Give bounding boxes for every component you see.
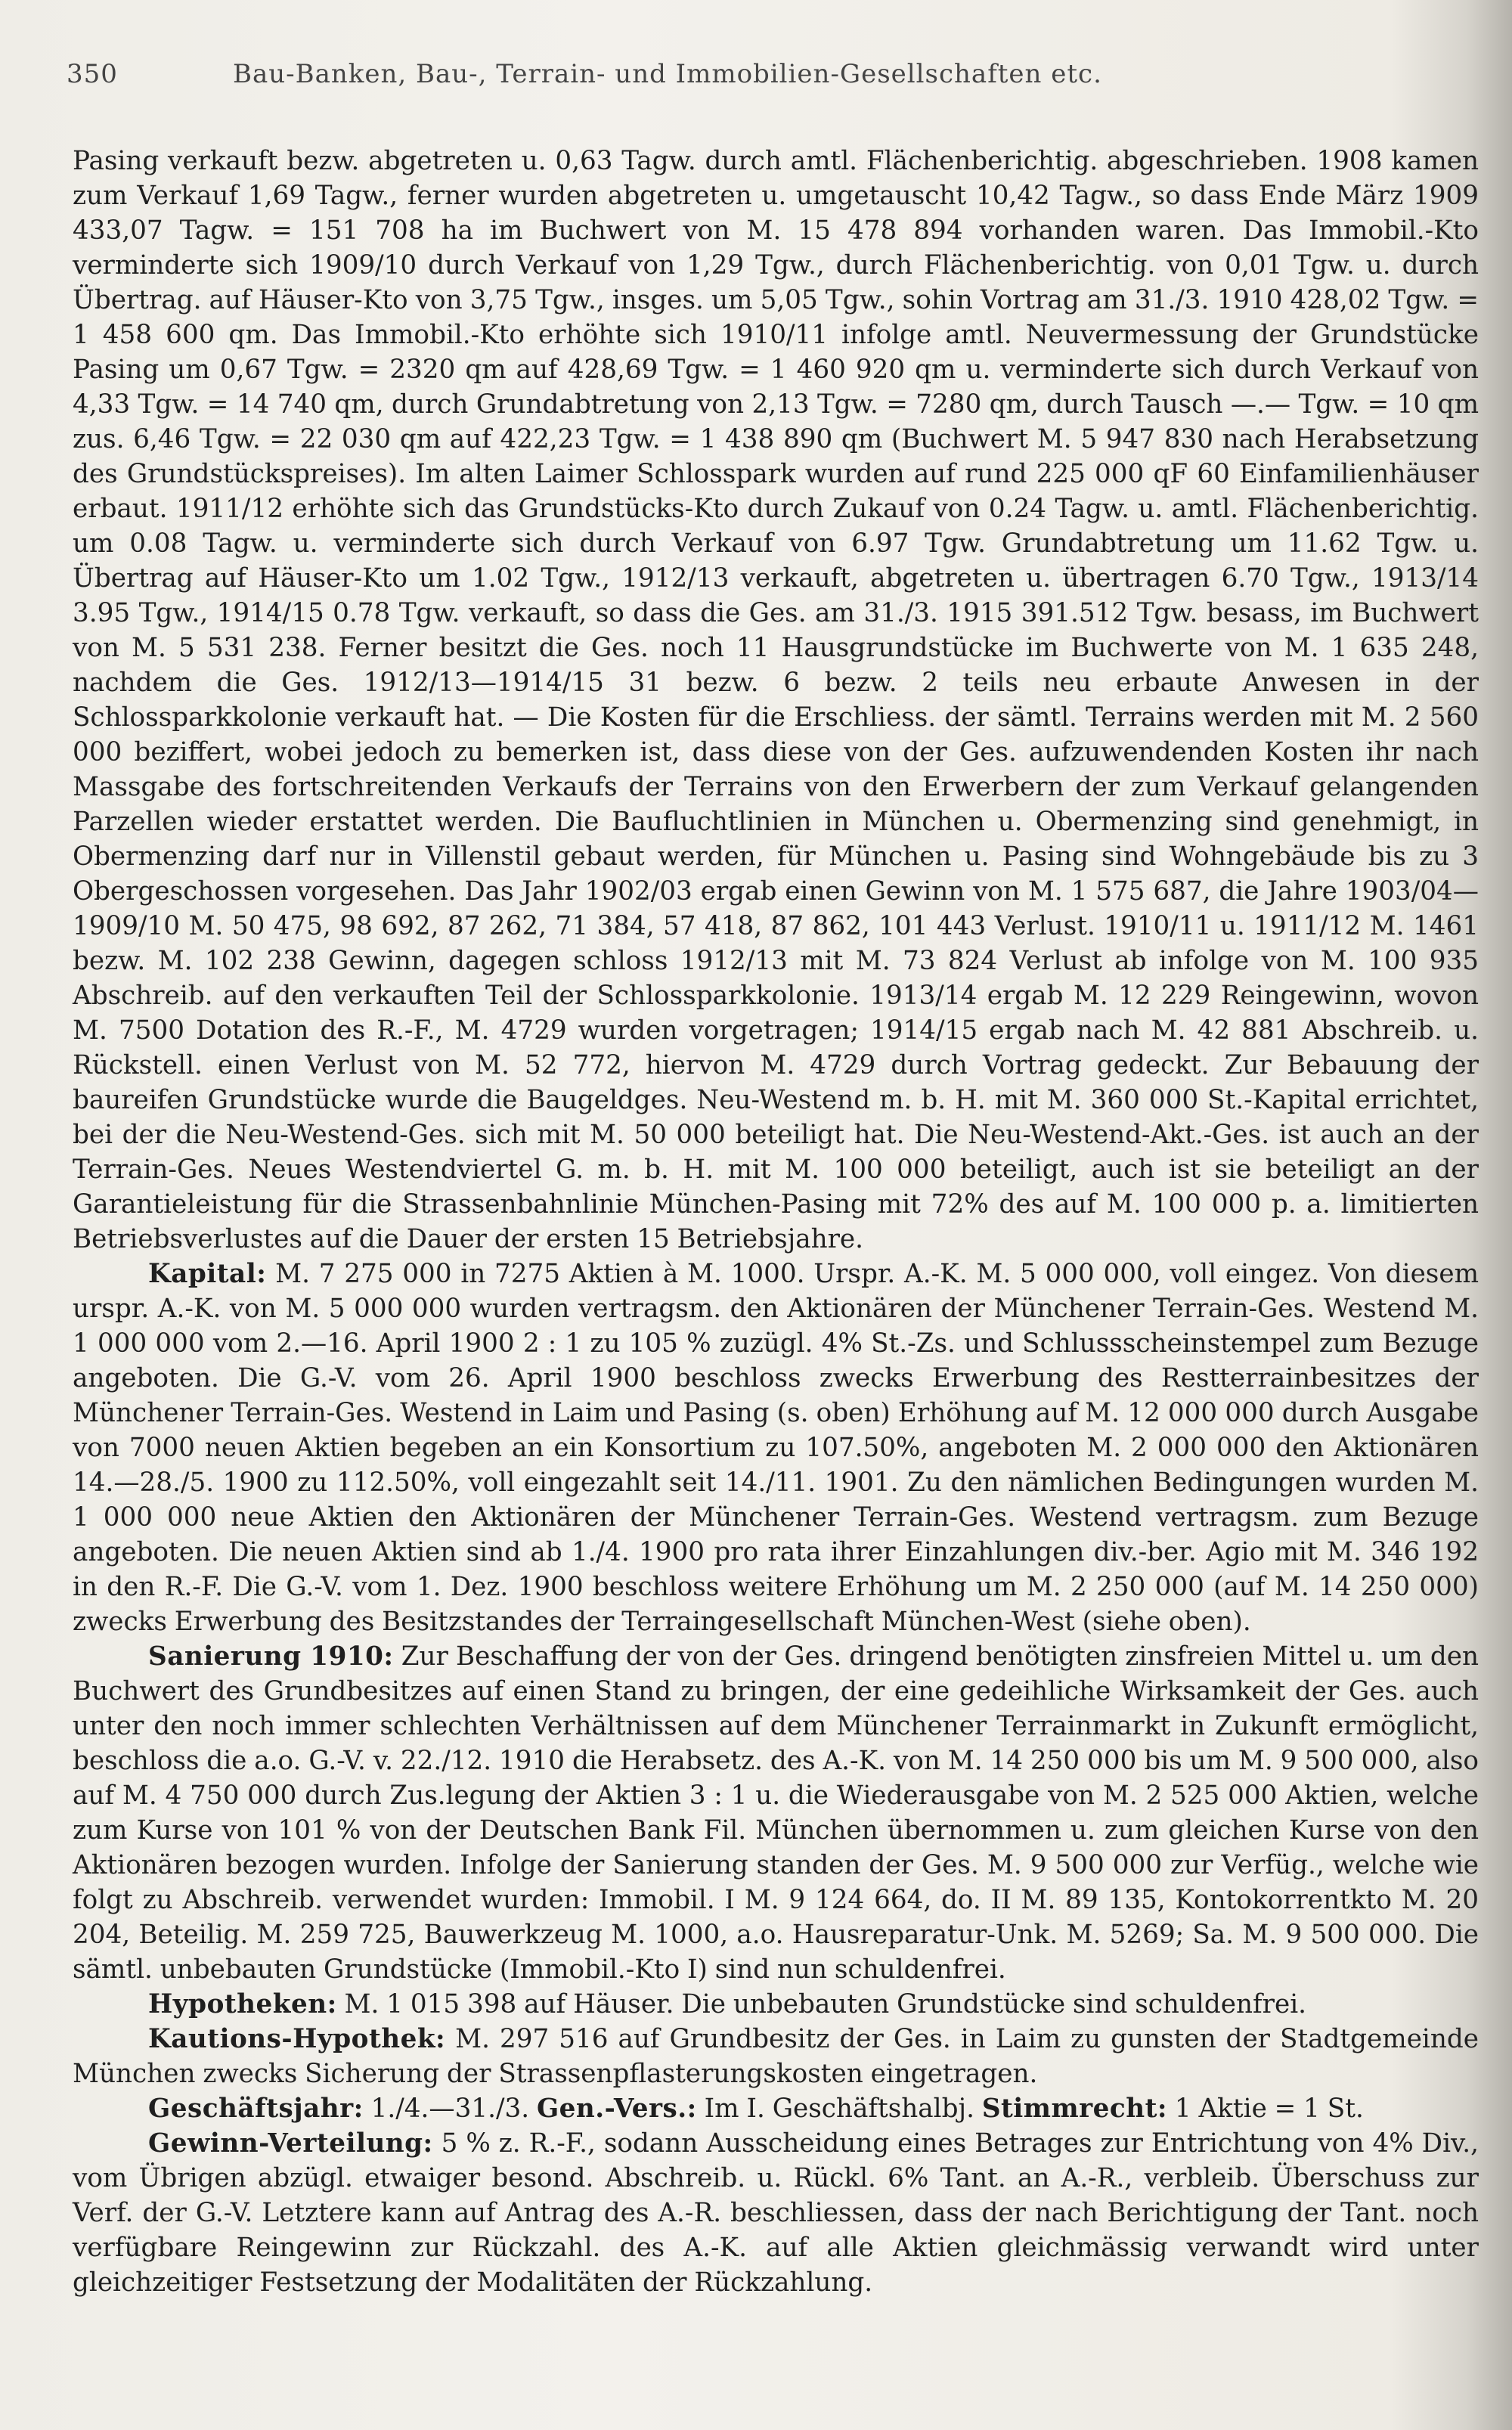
page-header — [67, 59, 1467, 89]
paragraph-terrain-history — [73, 144, 1479, 1257]
running-title: Bau-Banken, Bau-, Terrain- und Immobilien-Gesellschaften etc. — [233, 59, 1102, 89]
section-key-gewinn-verteilung: Gewinn-Verteilung: — [148, 2128, 433, 2159]
paragraph-gewinn-verteilung — [73, 2126, 1479, 2300]
section-key-stimmrecht: Stimmrecht: — [981, 2094, 1167, 2124]
section-key-geschaeftsjahr: Geschäftsjahr: — [148, 2094, 364, 2124]
paragraph-text: 1 Aktie = 1 St. — [1167, 2094, 1364, 2124]
section-key-gen-vers: Gen.-Vers.: — [536, 2094, 697, 2124]
paragraph-kautions-hypothek — [73, 2022, 1479, 2091]
paragraph-geschaeftsjahr — [73, 2091, 1479, 2126]
paragraph-hypotheken — [73, 1987, 1479, 2022]
paragraph-sanierung — [73, 1639, 1479, 1987]
paragraph-text: M. 297 516 auf Grundbesitz der Ges. in Laim zu gunsten der Stadtgemeinde München zwecks Sicherung der Strassenpflasterungskosten eingetragen. — [73, 2024, 1479, 2089]
section-key-hypotheken: Hypotheken: — [148, 1989, 337, 2019]
page-number: 350 — [67, 59, 118, 89]
section-key-sanierung: Sanierung 1910: — [148, 1641, 394, 1672]
paragraph-text: 5 % z. R.-F., sodann Ausscheidung eines Betrages zur Entrichtung von 4% Div., vom Übrigen abzügl. etwaiger besond. Abschreib. u. Rückl. 6% Tant. an A.-R., verbleib. Überschuss zur Verf. der G.-V. Letztere kann auf Antrag des A.-R. beschliessen, dass der nach Berichtigung der Tant. noch verfügbare Reingewinn zur Rückzahl. des A.-K. auf alle Aktien gleichmässig verwandt wird unter gleichzeitiger Festsetzung der Modalitäten der Rückzahlung. — [73, 2128, 1479, 2298]
paragraph-text: Zur Beschaffung der von der Ges. dringend benötigten zinsfreien Mittel u. um den Buchwert des Grundbesitzes auf einen Stand zu bringen, der eine gedeihliche Wirksamkeit der Ges. auch unter den noch immer schlechten Verhältnissen auf dem Münchener Terrainmarkt in Zukunft ermöglicht, beschloss die a.o. G.-V. v. 22./12. 1910 die Herabsetz. des A.-K. von M. 14 250 000 bis um M. 9 500 000, also auf M. 4 750 000 durch Zus.legung der Aktien 3 : 1 u. die Wiederausgabe von M. 2 525 000 Aktien, welche zum Kurse von 101 % von der Deutschen Bank Fil. München übernommen u. zum gleichen Kurse von den Aktionären bezogen wurden. Infolge der Sanierung standen der Ges. M. 9 500 000 zur Verfüg., welche wie folgt zu Abschreib. verwendet wurden: Immobil. I M. 9 124 664, do. II M. 89 135, Kontokorrentkto M. 20 204, Beteilig. M. 259 725, Bauwerkzeug M. 1000, a.o. Hausreparatur-Unk. M. 5269; Sa. M. 9 500 000. Die sämtl. unbebauten Grundstücke (Immobil.-Kto I) sind nun schuldenfrei. — [73, 1641, 1479, 1985]
paragraph-kapital — [73, 1257, 1479, 1639]
paragraph-text: M. 1 015 398 auf Häuser. Die unbebauten Grundstücke sind schuldenfrei. — [336, 1989, 1307, 2019]
document-body — [73, 144, 1479, 2300]
section-key-kautions-hypothek: Kautions-Hypothek: — [148, 2024, 446, 2054]
paragraph-text: M. 7 275 000 in 7275 Aktien à M. 1000. Urspr. A.-K. M. 5 000 000, voll eingez. Von diesem urspr. A.-K. von M. 5 000 000 wurden vertragsm. den Aktionären der Münchener Terrain-Ges. Westend M. 1 000 000 vom 2.—16. April 1900 2 : 1 zu 105 % zuzügl. 4% St.-Zs. und Schlussscheinstempel zum Bezuge angeboten. Die G.-V. vom 26. April 1900 beschloss zwecks Erwerbung des Restterrainbesitzes der Münchener Terrain-Ges. Westend in Laim und Pasing (s. oben) Erhöhung auf M. 12 000 000 durch Ausgabe von 7000 neuen Aktien begeben an ein Konsortium zu 107.50%, angeboten M. 2 000 000 den Aktionären 14.—28./5. 1900 zu 112.50%, voll eingezahlt seit 14./11. 1901. Zu den nämlichen Bedingungen wurden M. 1 000 000 neue Aktien den Aktionären der Münchener Terrain-Ges. Westend vertragsm. zum Bezuge angeboten. Die neuen Aktien sind ab 1./4. 1900 pro rata ihrer Einzahlungen div.-ber. Agio mit M. 346 192 in den R.-F. Die G.-V. vom 1. Dez. 1900 beschloss weitere Erhöhung um M. 2 250 000 (auf M. 14 250 000) zwecks Erwerbung des Besitzstandes der Terraingesellschaft München-West (siehe oben). — [73, 1259, 1479, 1637]
paragraph-text: Im I. Geschäftshalbj. — [696, 2094, 982, 2124]
section-key-kapital: Kapital: — [148, 1259, 267, 1289]
paragraph-text: Pasing verkauft bezw. abgetreten u. 0,63 Tagw. durch amtl. Flächenberichtig. abgeschrieben. 1908 kamen zum Verkauf 1,69 Tagw., ferner wurden abgetreten u. umgetauscht 10,42 Tagw., so dass Ende März 1909 433,07 Tagw. = 151 708 ha im Buchwert von M. 15 478 894 vorhanden waren. Das Immobil.-Kto verminderte sich 1909/10 durch Verkauf von 1,29 Tgw., durch Flächenberichtig. von 0,01 Tgw. u. durch Übertrag. auf Häuser-Kto von 3,75 Tgw., insges. um 5,05 Tgw., sohin Vortrag am 31./3. 1910 428,02 Tgw. = 1 458 600 qm. Das Immobil.-Kto erhöhte sich 1910/11 infolge amtl. Neuvermessung der Grundstücke Pasing um 0,67 Tgw. = 2320 qm auf 428,69 Tgw. = 1 460 920 qm u. verminderte sich durch Verkauf von 4,33 Tgw. = 14 740 qm, durch Grundabtretung von 2,13 Tgw. = 7280 qm, durch Tausch —.— Tgw. = 10 qm zus. 6,46 Tgw. = 22 030 qm auf 422,23 Tgw. = 1 438 890 qm (Buchwert M. 5 947 830 nach Herabsetzung des Grundstückspreises). Im alten Laimer Schlosspark wurden auf rund 225 000 qF 60 Einfamilienhäuser erbaut. 1911/12 erhöhte sich das Grundstücks-Kto durch Zukauf von 0.24 Tagw. u. amtl. Flächenberichtig. um 0.08 Tagw. u. verminderte sich durch Verkauf von 6.97 Tgw. Grundabtretung um 11.62 Tgw. u. Übertrag auf Häuser-Kto um 1.02 Tgw., 1912/13 verkauft, abgetreten u. übertragen 6.70 Tgw., 1913/14 3.95 Tgw., 1914/15 0.78 Tgw. verkauft, so dass die Ges. am 31./3. 1915 391.512 Tgw. besass, im Buchwert von M. 5 531 238. Ferner besitzt die Ges. noch 11 Hausgrundstücke im Buchwerte von M. 1 635 248, nachdem die Ges. 1912/13—1914/15 31 bezw. 6 bezw. 2 teils neu erbaute Anwesen in der Schlossparkkolonie verkauft hat. — Die Kosten für die Erschliess. der sämtl. Terrains werden mit M. 2 560 000 beziffert, wobei jedoch zu bemerken ist, dass diese von der Ges. aufzuwendenden Kosten ihr nach Massgabe des fortschreitenden Verkaufs der Terrains von den Erwerbern der zum Verkauf gelangenden Parzellen wieder erstattet werden. Die Baufluchtlinien in München u. Obermenzing sind genehmigt, in Obermenzing darf nur in Villenstil gebaut werden, für München u. Pasing sind Wohngebäude bis zu 3 Obergeschossen vorgesehen. Das Jahr 1902/03 ergab einen Gewinn von M. 1 575 687, die Jahre 1903/04—1909/10 M. 50 475, 98 692, 87 262, 71 384, 57 418, 87 862, 101 443 Verlust. 1910/11 u. 1911/12 M. 1461 bezw. M. 102 238 Gewinn, dagegen schloss 1912/13 mit M. 73 824 Verlust ab infolge von M. 100 935 Abschreib. auf den verkauften Teil der Schlossparkkolonie. 1913/14 ergab M. 12 229 Reingewinn, wovon M. 7500 Dotation des R.-F., M. 4729 wurden vorgetragen; 1914/15 ergab nach M. 42 881 Abschreib. u. Rückstell. einen Verlust von M. 52 772, hiervon M. 4729 durch Vortrag gedeckt. Zur Bebauung der baureifen Grundstücke wurde die Baugeldges. Neu-Westend m. b. H. mit M. 360 000 St.-Kapital errichtet, bei der die Neu-Westend-Ges. sich mit M. 50 000 beteiligt hat. Die Neu-Westend-Akt.-Ges. ist auch an der Terrain-Ges. Neues Westendviertel G. m. b. H. mit M. 100 000 beteiligt, auch ist sie beteiligt an der Garantieleistung für die Strassenbahnlinie München-Pasing mit 72% des auf M. 100 000 p. a. limitierten Betriebsverlustes auf die Dauer der ersten 15 Betriebsjahre. — [73, 146, 1479, 1254]
paragraph-text: 1./4.—31./3. — [363, 2094, 537, 2124]
